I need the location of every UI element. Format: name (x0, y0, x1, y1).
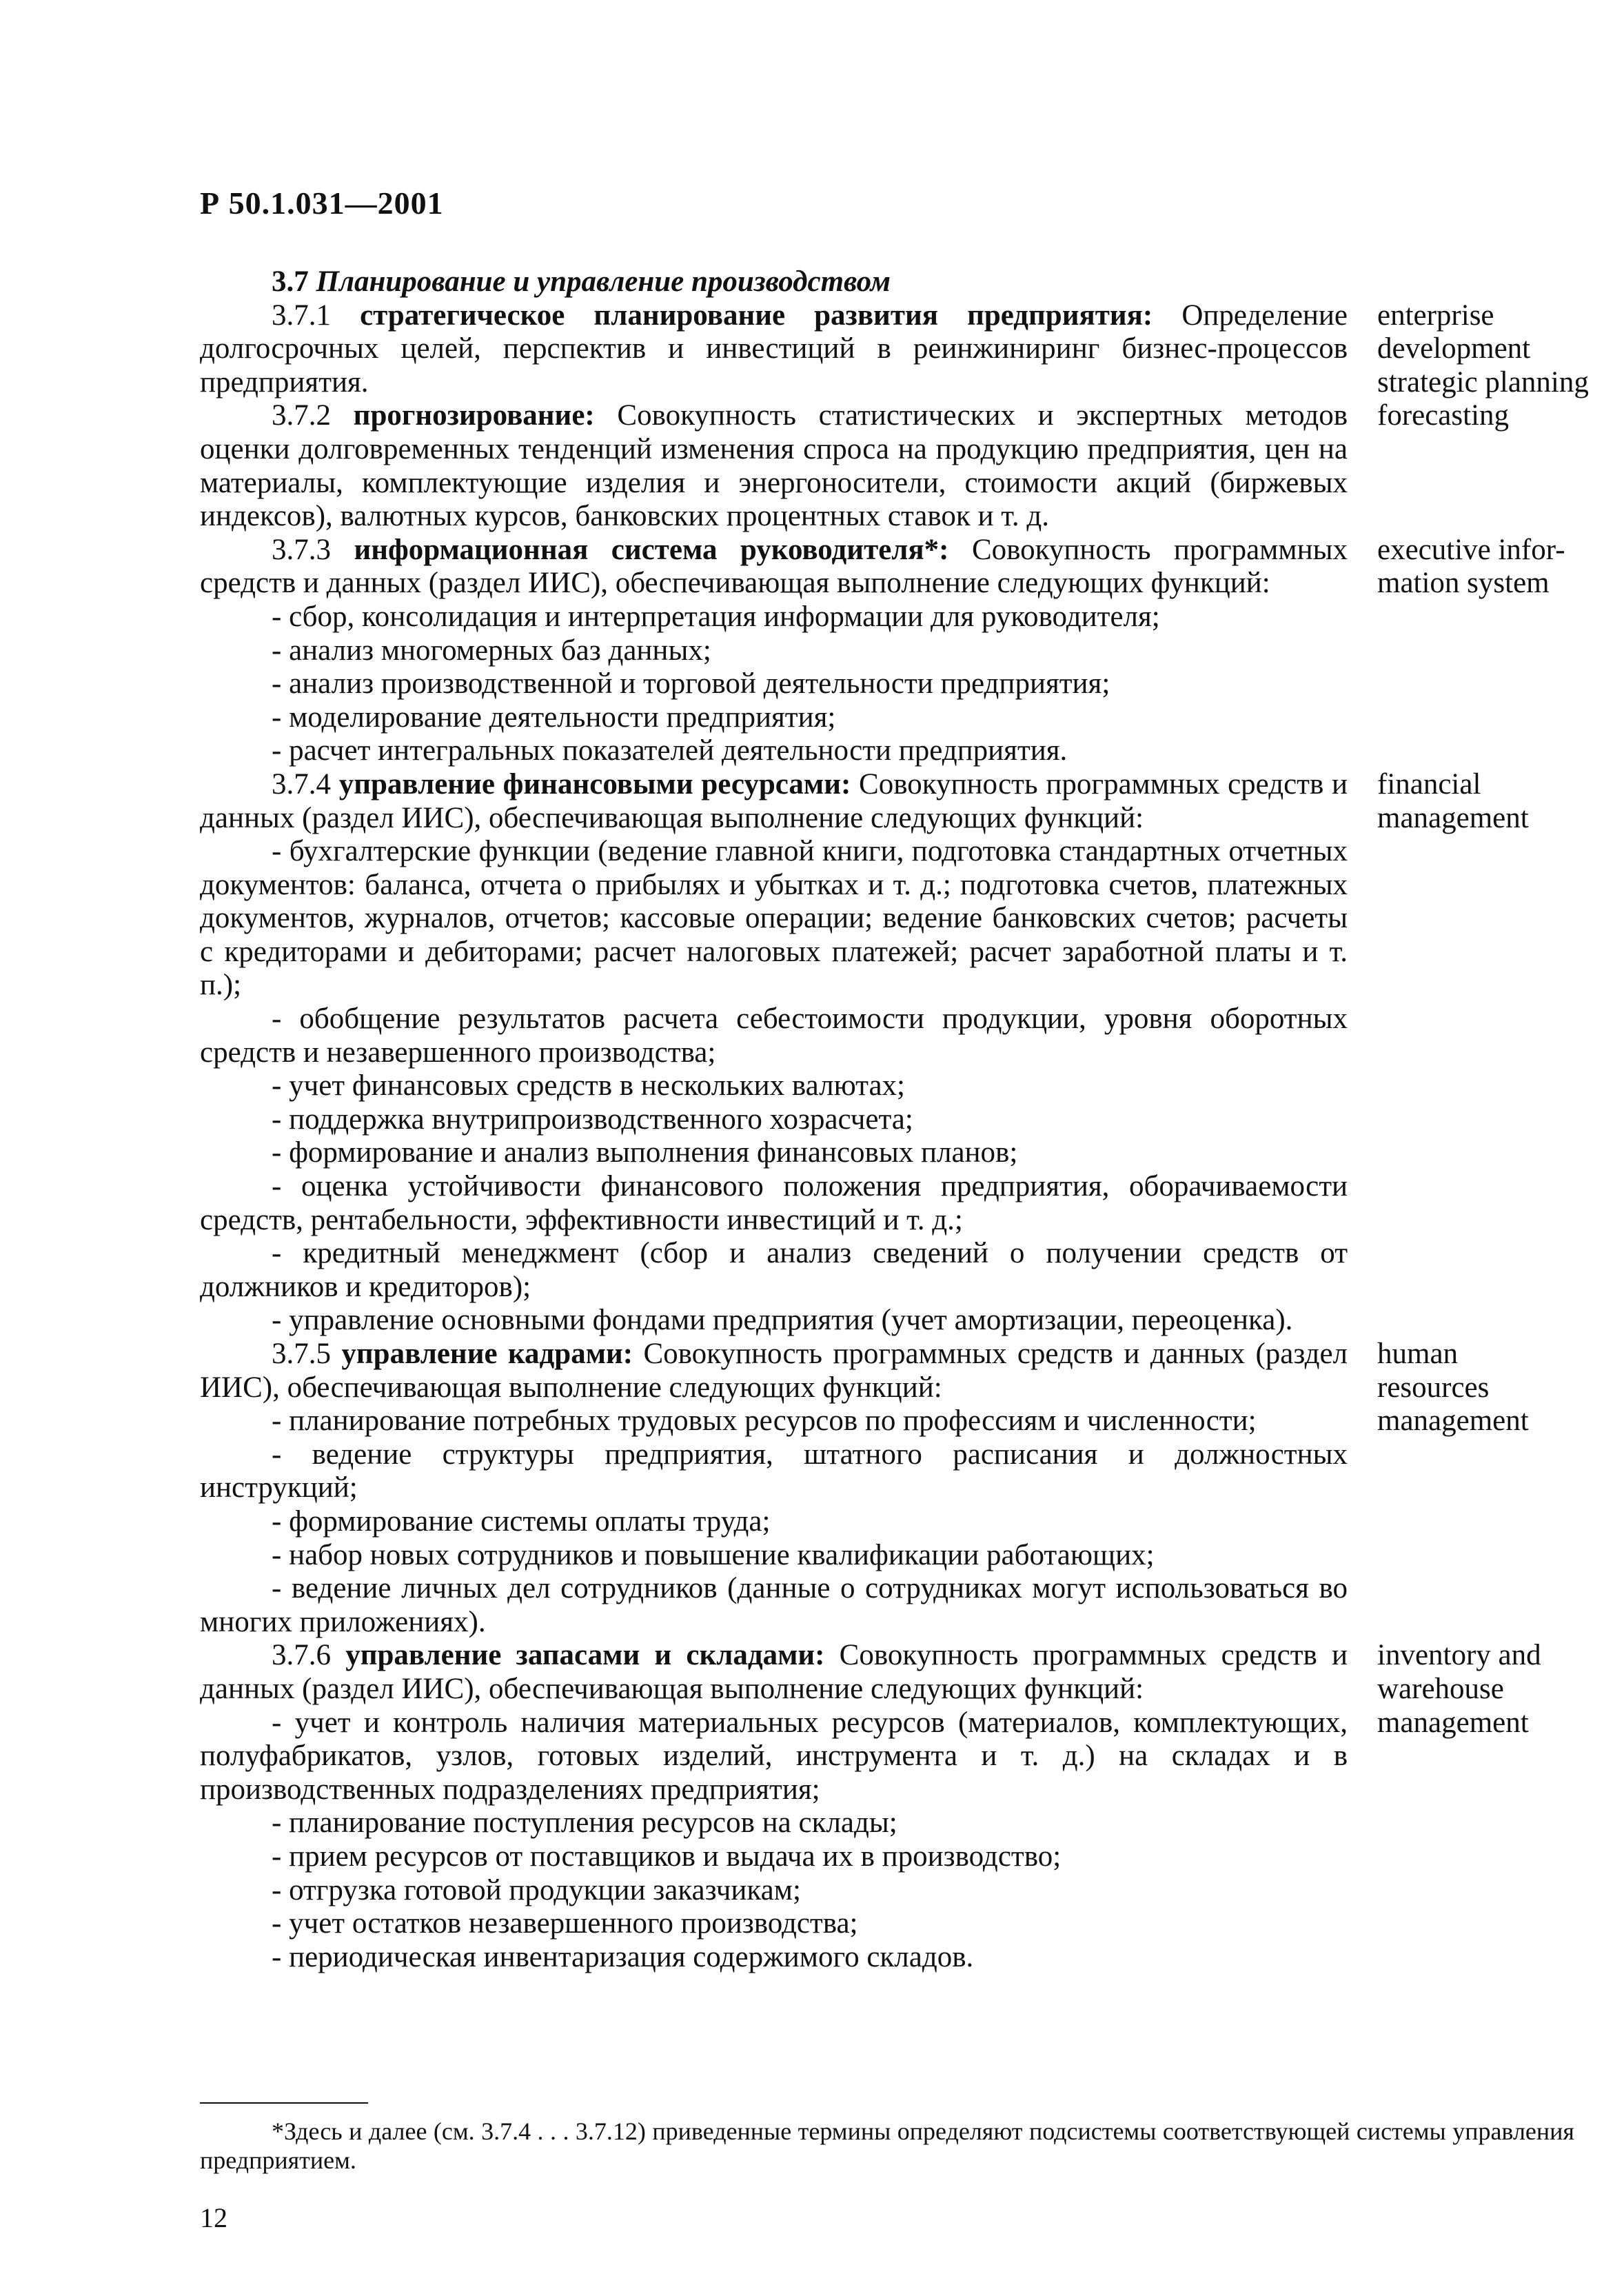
function-list-item: - бухгалтерские функции (ведение главной книги, подготовка стандартных отчетных документов: баланса, отчета о прибылях и убытках и т. д.; подготовка счетов, платежных документов, журналов, отчетов; кассовые операции; ведение банковских счетов; расчеты с кредиторами и дебиторами; расчет налоговых платежей; расчет заработной платы и т. п.); (200, 835, 1348, 1002)
term-name: прогнозирование: (353, 399, 595, 432)
english-term: financial management (1377, 767, 1529, 834)
definition-text: Определение долгосрочных целей, перспектив и инвестиций в реинжиниринг бизнес-процессов предприятия. (200, 299, 1348, 399)
definition-text: Совокупность программных средств и данных (раздел ИИС), обеспечивающая выполнение следующих функций: (200, 1338, 1348, 1404)
term-name: управление кадрами: (341, 1338, 633, 1370)
function-list-item: - оценка устойчивости финансового положения предприятия, оборачиваемости средств, рентабельности, эффективности инвестиций и т. д.; (200, 1170, 1348, 1236)
function-list-item: - поддержка внутрипроизводственного хозрасчета; (272, 1103, 913, 1136)
function-list-item: - отгрузка готовой продукции заказчикам; (272, 1873, 801, 1906)
term-number: 3.7.4 (272, 767, 331, 801)
english-term: inventory and warehouse management (1377, 1639, 1541, 1739)
function-list-item: - анализ многомерных баз данных; (272, 634, 711, 667)
function-list-item: - сбор, консолидация и интерпретация информации для руководителя; (272, 600, 1160, 633)
function-list-item: - моделирование деятельности предприятия; (272, 701, 836, 734)
function-list-item: - ведение структуры предприятия, штатного расписания и должностных инструкций; (200, 1438, 1348, 1504)
function-list-item: - обобщение результатов расчета себестоимости продукции, уровня оборотных средств и незавершенного производства; (200, 1003, 1348, 1069)
term-entry (200, 1338, 1348, 1639)
function-list-item: - прием ресурсов от поставщиков и выдача их в производство; (272, 1840, 1062, 1873)
function-list-item: - учет остатков незавершенного производства; (272, 1907, 858, 1940)
term-entry (200, 1639, 1348, 1974)
definition-text: Совокупность программных средств и данных (раздел ИИС), обеспечивающая выполнение следующих функций: (200, 767, 1348, 834)
term-entry (200, 534, 1348, 768)
english-term: human resources management (1377, 1338, 1529, 1438)
term-number: 3.7.2 (272, 399, 331, 432)
section-title: Планирование и управление производством (316, 265, 891, 298)
function-list-item: - планирование потребных трудовых ресурсов по профессиям и численности; (272, 1405, 1257, 1438)
definition-text: Совокупность статистических и экспертных методов оценки долговременных тенденций изменения спроса на продукцию предприятия, цен на материалы, комплектующие изделия и энергоносители, стоимости акций (биржевых индексов), валютных курсов, банковских процентных ставок и т. д. (200, 399, 1348, 533)
section-number: 3.7 (272, 265, 309, 298)
term-number: 3.7.3 (272, 533, 331, 566)
english-term: forecasting (1377, 399, 1510, 432)
function-list-item: - управление основными фондами предприятия (учет амортизации, переоценка). (272, 1304, 1293, 1337)
english-term: executive infor- mation system (1377, 533, 1565, 600)
document-code: Р 50.1.031—2001 (200, 185, 444, 221)
term-entry (200, 299, 1348, 400)
term-entry (200, 768, 1348, 1338)
term-list (200, 299, 1348, 1975)
function-list-item: - набор новых сотрудников и повышение квалификации работающих; (272, 1538, 1155, 1571)
term-definition (200, 399, 1348, 533)
term-name: стратегическое планирование развития предприятия: (360, 299, 1153, 332)
term-definition (200, 1639, 1348, 1706)
function-list-item: - учет финансовых средств в нескольких валютах; (272, 1069, 905, 1103)
function-list-item: - анализ производственной и торговой деятельности предприятия; (272, 667, 1110, 701)
function-list-item: - ведение личных дел сотрудников (данные о сотрудниках могут использоваться во многих приложениях). (200, 1572, 1348, 1638)
section-heading (200, 265, 1348, 299)
footnote-text: *Здесь и далее (см. 3.7.4 . . . 3.7.12) приведенные термины определяют подсистемы соответствующей системы управления предприятием. (200, 2117, 1574, 2174)
term-number: 3.7.6 (272, 1639, 331, 1672)
function-list-item: - учет и контроль наличия материальных ресурсов (материалов, комплектующих, полуфабрикатов, узлов, готовых изделий, инструмента и т. д.) на складах и в производственных подразделениях предприятия; (200, 1706, 1348, 1806)
definition-text: Совокупность программных средств и данных (раздел ИИС), обеспечивающая выполнение следующих функций: (200, 1639, 1348, 1705)
function-list-item: - периодическая инвентаризация содержимого складов. (272, 1940, 974, 1973)
term-name: управление запасами и складами: (345, 1639, 825, 1672)
term-entry (200, 399, 1348, 533)
main-text (200, 265, 1348, 1974)
term-number: 3.7.5 (272, 1338, 331, 1370)
function-list-item: - кредитный менеджмент (сбор и анализ сведений о получении средств от должников и кредиторов); (200, 1237, 1348, 1303)
function-list-item: - расчет интегральных показателей деятельности предприятия. (272, 734, 1068, 767)
footnote-rule (200, 2102, 368, 2104)
term-definition (200, 768, 1348, 835)
page-number: 12 (200, 2202, 227, 2233)
function-list-item: - планирование поступления ресурсов на склады; (272, 1806, 897, 1840)
term-name: управление финансовыми ресурсами: (338, 767, 851, 801)
function-list-item: - формирование и анализ выполнения финансовых планов; (272, 1136, 1018, 1169)
english-term: enterprise development strategic planning (1377, 299, 1589, 399)
term-definition (200, 299, 1348, 400)
term-name: информационная система руководителя*: (354, 533, 949, 566)
footnote (200, 2117, 1574, 2175)
term-number: 3.7.1 (272, 299, 331, 332)
term-definition (200, 1338, 1348, 1405)
definition-text: Совокупность программных средств и данных (раздел ИИС), обеспечивающая выполнение следующих функций: (200, 533, 1348, 600)
term-definition (200, 534, 1348, 601)
function-list-item: - формирование системы оплаты труда; (272, 1504, 771, 1538)
